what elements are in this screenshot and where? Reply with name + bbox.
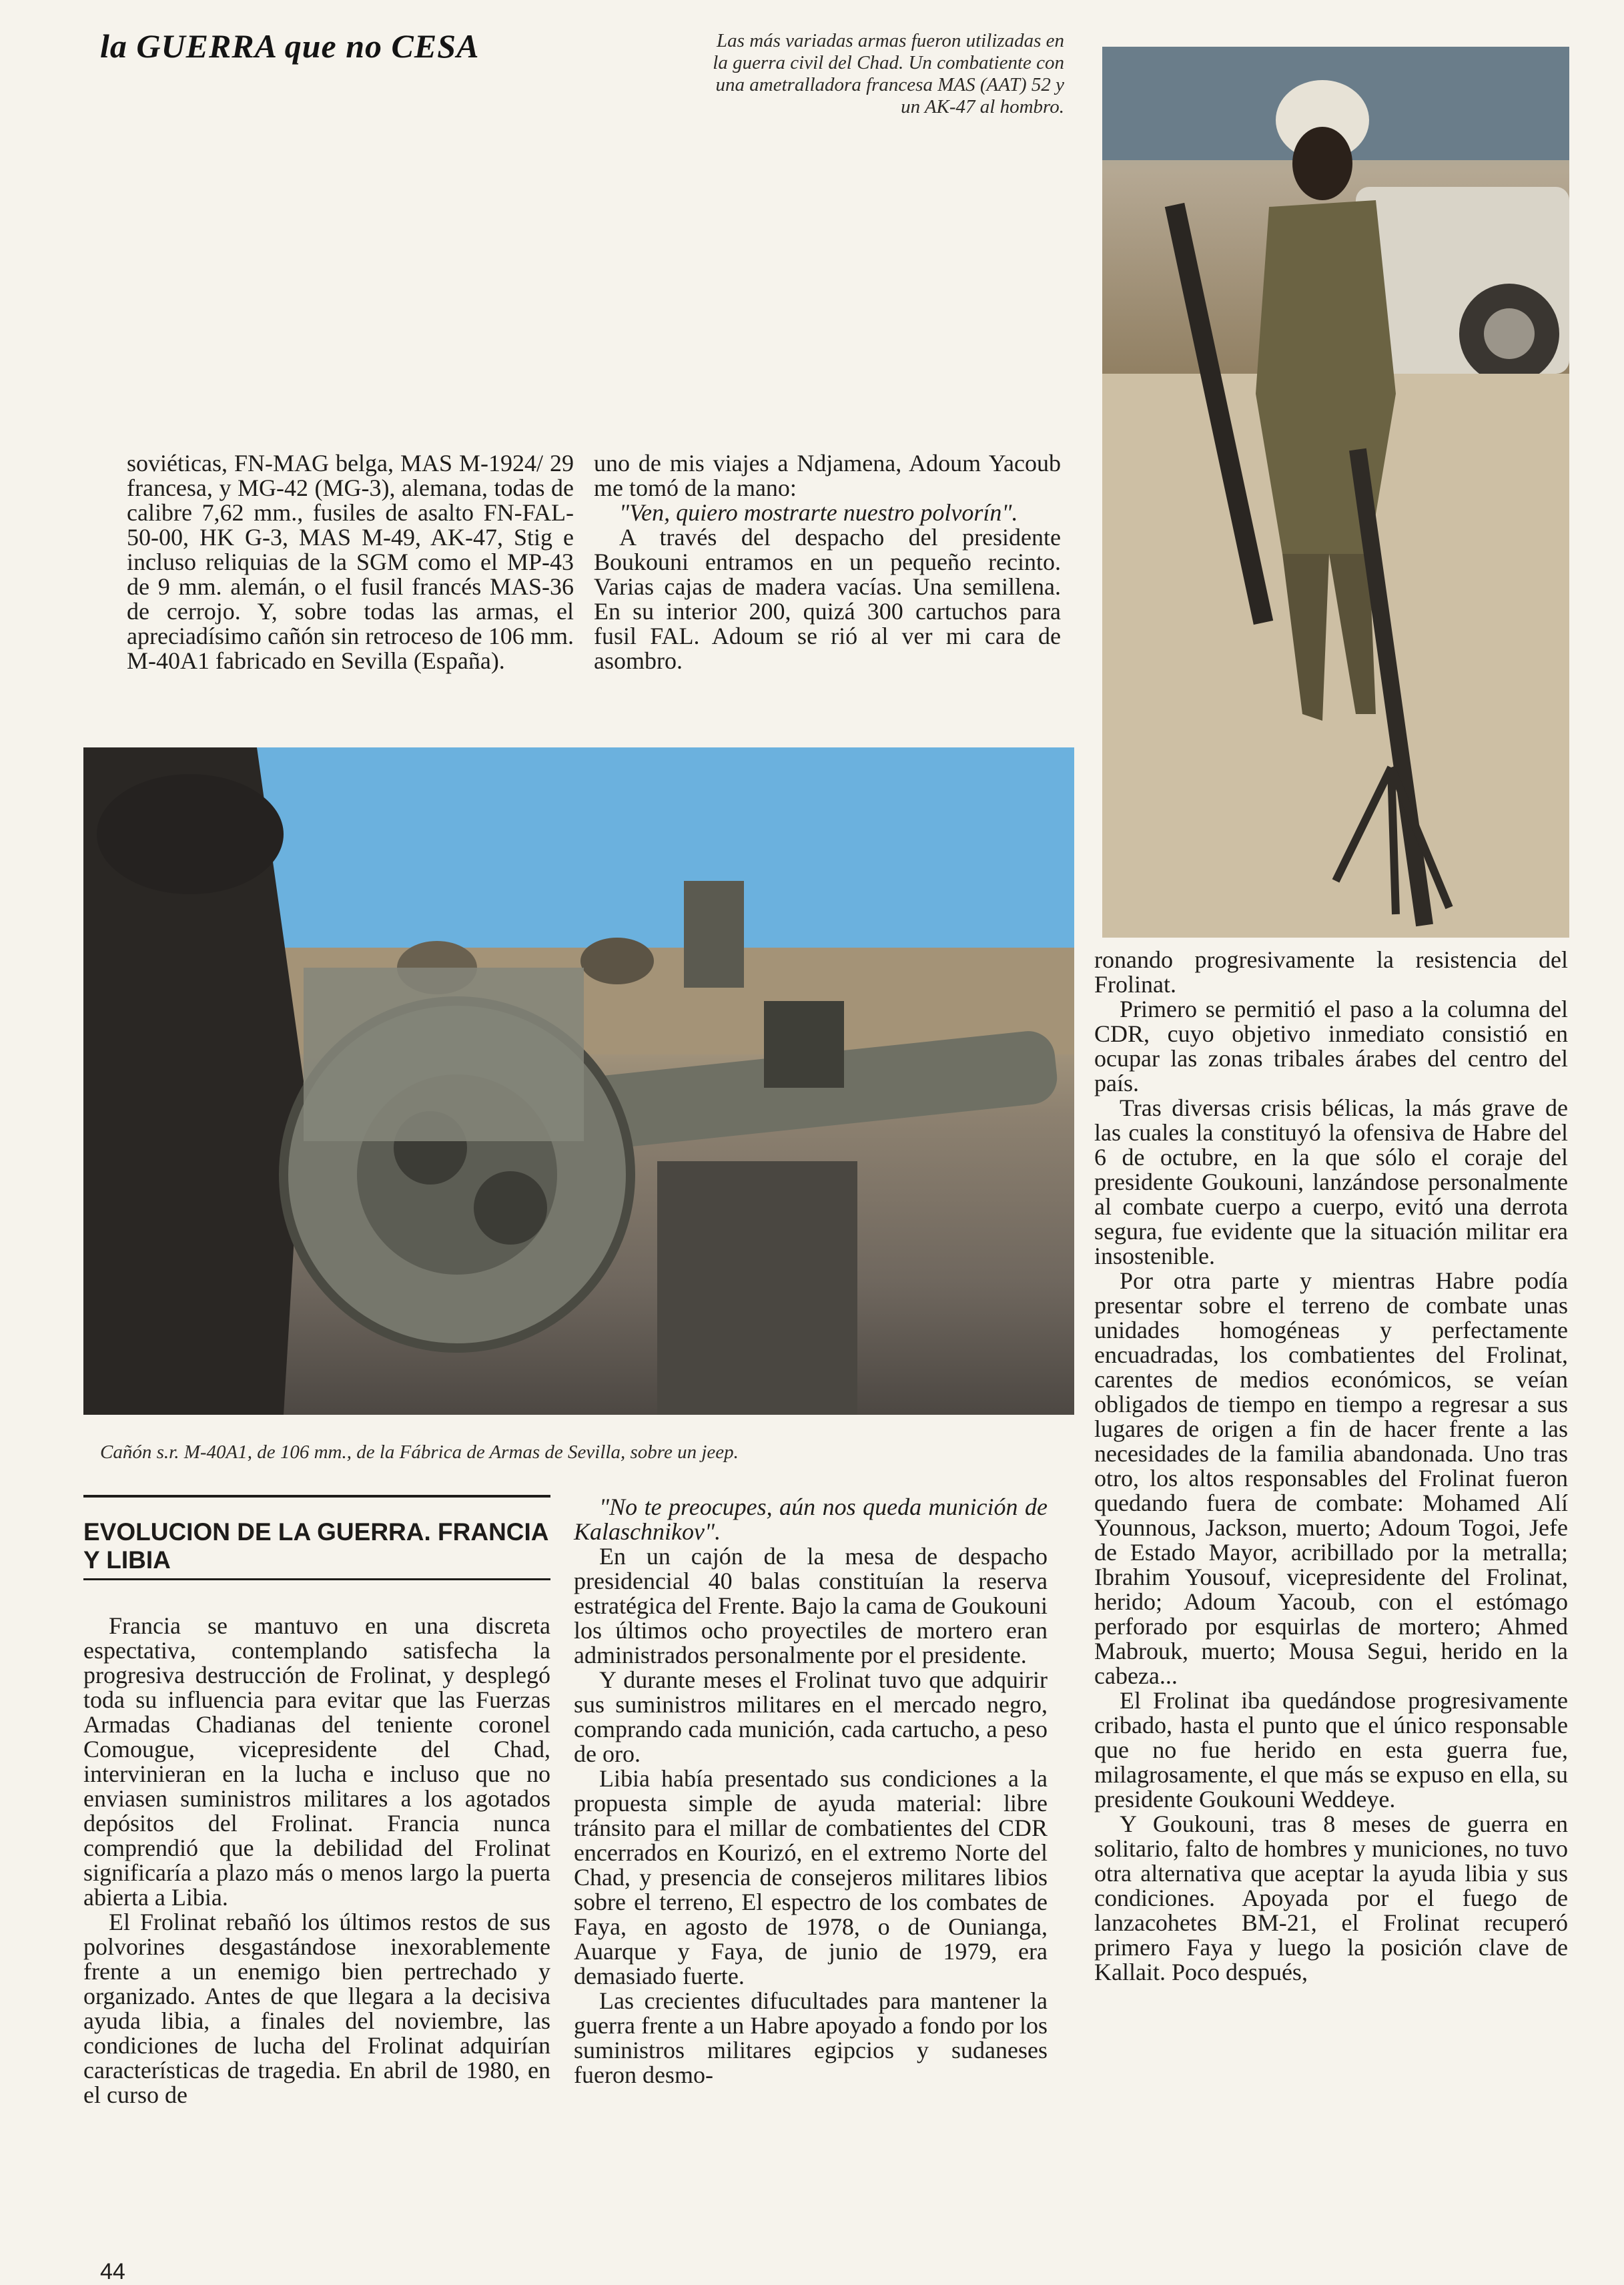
cannon-jeep-photo [83, 747, 1074, 1415]
column-2-top-text [594, 451, 1061, 673]
page-header-title: la GUERRA que no CESA [100, 27, 480, 65]
column-2-bottom-text [574, 1495, 1048, 2087]
cannon-photo-illustration [83, 747, 1074, 1415]
paragraph: ronando progresivamente la resistencia del Frolinat. [1094, 946, 1568, 998]
page-number: 44 [100, 2259, 125, 2284]
section-divider-bottom [83, 1578, 550, 1580]
paragraph: Y durante meses el Frolinat tuvo que adquirir sus suministros militares en el mercado negro, comprando cada munición, cada cartucho, a peso de oro. [574, 1666, 1048, 1767]
paragraph-quote: "No te preocupes, aún nos queda munición de Kalaschnikov". [574, 1494, 1048, 1545]
paragraph: En un cajón de la mesa de despacho presidencial 40 balas constituían la reserva estratégica del Frente. Bajo la cama de Goukouni los últimos ocho proyectiles de mortero eran administrados personalmente por el presidente. [574, 1543, 1048, 1668]
paragraph: Francia se mantuvo en una discreta espectativa, contemplando satisfecha la progresiva destrucción de Frolinat, y desplegó toda su influencia para evitar que las Fuerzas Armadas Chadianas del teniente coronel Comougue, vicepresidente del Chad, intervinieran en la lucha e incluso que no enviasen suministros militares a los agotados depósitos del Frolinat. Francia nunca comprendió que la debilidad del Frolinat significaría a plazo más o menos largo la puerta abierta a Libia. [83, 1612, 550, 1911]
paragraph: El Frolinat rebañó los últimos restos de sus polvorines desgastándose inexorablemente frente a un enemigo bien pertrechado y organizado. Antes de que llegara a la decisiva ayuda libia, a finales del noviembre, las condiciones de lucha del Frolinat adquirían características de tragedia. En abril de 1980, en el curso de [83, 1909, 550, 2108]
soldier-photo-illustration [1102, 47, 1569, 938]
paragraph: Libia había presentado sus condiciones a la propuesta simple de ayuda material: libre tránsito para el millar de combatientes del CDR encerrados en Kourizó, en el extremo Norte del Chad, y presencia de consejeros militares libios sobre el terreno, El espectro de los combates de Faya, en agosto de 1978, o de Ounianga, Auarque y Faya, de junio de 1979, era demasiado fuerte. [574, 1765, 1048, 1989]
cannon-photo-caption: Cañón s.r. M-40A1, de 106 mm., de la Fábrica de Armas de Sevilla, sobre un jeep. [100, 1441, 739, 1463]
paragraph: Y Goukouni, tras 8 meses de guerra en solitario, falto de hombres y municiones, no tuvo otra alternativa que aceptar la ayuda libia y sus condiciones. Apoyada por el fuego de lanzacohetes BM-21, el Frolinat recuperó primero Faya y luego la posición clave de Kallait. Poco después, [1094, 1811, 1568, 1985]
top-photo-caption: Las más variadas armas fueron utilizadas en la guerra civil del Chad. Un combatiente con una ametralladora francesa MAS (AAT) 52 y un AK-47 al hombro. [713, 30, 1064, 117]
column-1-top-text [127, 451, 574, 673]
paragraph: Primero se permitió el paso a la columna del CDR, cuyo objetivo inmediato consistió en ocupar las zonas tribales árabes del centro del país. [1094, 996, 1568, 1096]
paragraph: Las crecientes difucultades para mantener la guerra frente a un Habre apoyado a fondo por los suministros militares egipcios y sudaneses fueron desmo- [574, 1987, 1048, 2088]
section-heading: EVOLUCION DE LA GUERRA. FRANCIA Y LIBIA [83, 1518, 548, 1574]
column-1-bottom-text [83, 1614, 550, 2107]
paragraph: Tras diversas crisis bélicas, la más grave de las cuales la constituyó la ofensiva de Habre del 6 de octubre, en la que sólo el coraje del presidente Goukouni, lanzándose personalmente al combate cuerpo a cuerpo, evitó una derrota segura, fue evidente que la situación militar era insostenible. [1094, 1094, 1568, 1269]
paragraph: uno de mis viajes a Ndjamena, Adoum Yacoub me tomó de la mano: [594, 450, 1061, 501]
paragraph-quote: "Ven, quiero mostrarte nuestro polvorín". [619, 499, 1018, 526]
column-3-text [1094, 948, 1568, 1985]
paragraph: Por otra parte y mientras Habre podía presentar sobre el terreno de combate unas unidades homogéneas y perfectamente encuadradas, los combatientes del Frolinat, carentes de medios económicos, se veían obligados de tiempo en tiempo a regresar a sus lugares de origen a fin de hacer frente a las necesidades de la familia abandonada. Uno tras otro, los altos responsables del Frolinat fueron quedando fuera de combate: Mohamed Alí Younnous, Jackson, muerto; Adoum Togoi, Jefe de Estado Mayor, acribillado por la metralla; Ibrahim Yousouf, vicepresidente del Frolinat, herido; Adoum Yacoub, con el estómago perforado por esquirlas de mortero; Ahmed Mabrouk, muerto; Mousa Segui, herido en la cabeza... [1094, 1267, 1568, 1689]
soldier-machine-gun-photo [1102, 47, 1569, 938]
paragraph: El Frolinat iba quedándose progresivamente cribado, hasta el punto que el único responsable que no fue herido en esta guerra fue, milagrosamente, el que más se expuso en ella, su presidente Goukouni Weddeye. [1094, 1687, 1568, 1813]
section-divider-top [83, 1495, 550, 1498]
paragraph: soviéticas, FN-MAG belga, MAS M-1924/ 29 francesa, y MG-42 (MG-3), alemana, todas de calibre 7,62 mm., fusiles de asalto FN-FAL-50-00, HK G-3, MAS M-49, AK-47, Stig e incluso reliquias de la SGM como el MP-43 de 9 mm. alemán, o el fusil francés MAS-36 de cerrojo. Y, sobre todas las armas, el apreciadísimo cañón sin retroceso de 106 mm. M-40A1 fabricado en Sevilla (España). [127, 450, 574, 674]
paragraph: A través del despacho del presidente Boukouni entramos en un pequeño recinto. Varias cajas de madera vacías. Una semillena. En su interior 200, quizá 300 cartuchos para fusil FAL. Adoum se rió al ver mi cara de asombro. [594, 524, 1061, 674]
